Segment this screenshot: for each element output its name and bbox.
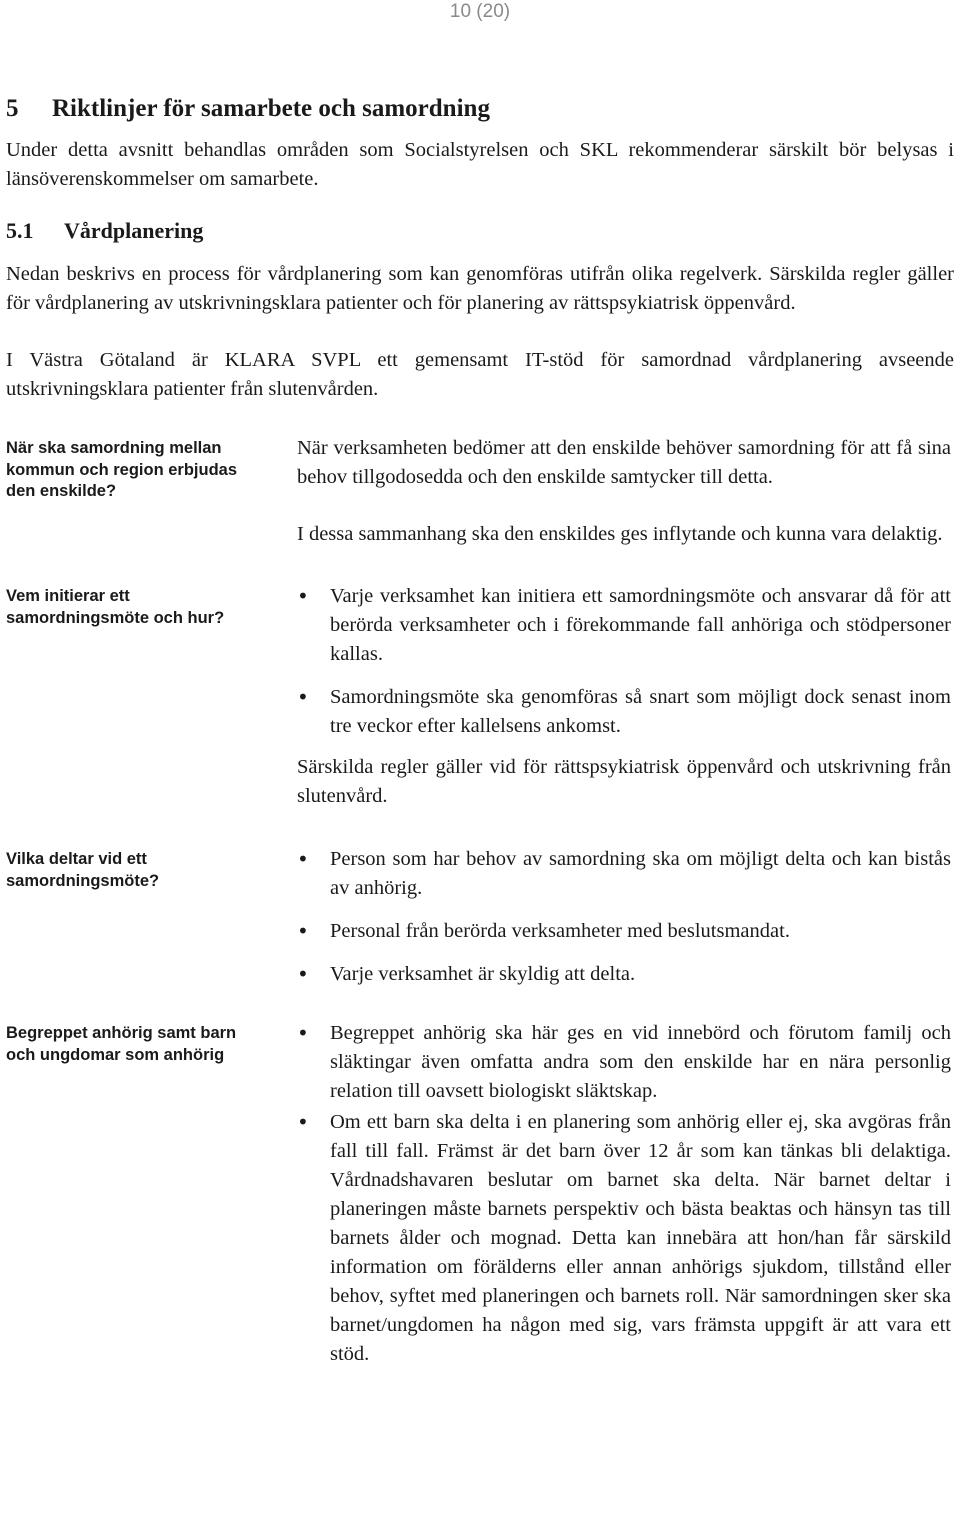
row-answer <box>297 1019 951 1369</box>
section-number: 5 <box>6 95 19 122</box>
qa-table <box>6 434 954 1369</box>
qa-row <box>6 845 954 989</box>
row-question: Begreppet anhörig samt barn och ungdomar som anhörig <box>6 1024 237 1064</box>
page-number: 10 (20) <box>449 1 511 22</box>
bullet-item: • Om ett barn ska delta i en planering som anhörig eller ej, ska avgöras från fall till fall. Främst är det barn över 12 år som kan tänkas bli delaktiga. Vårdnadshavaren beslutar om barnet ska delta. När barnet deltar i planeringen måste barnets perspektiv och bästa beaktas och hänsyn tas till barnets ålder och mognad. Detta kan innebära att hon/han får särskild information om förälderns eller annan anhörigs sjukdom, tillstånd eller behov, syftet med planeringen och barnets roll. När samordningen sker ska barnet/ungdomen ha någon med sig, vars främsta uppgift är att vara ett stöd. <box>297 1108 951 1369</box>
section-heading <box>6 93 954 125</box>
subsection-intro: Nedan beskrivs en process för vårdplanering som kan genomföras utifrån olika regelverk. Särskilda regler gäller för vårdplanering av utskrivningsklara patienter och för planering av rättspsykiatrisk öppenvård. <box>6 263 954 314</box>
subsection-number: 5.1 <box>6 218 34 243</box>
qa-row <box>6 1019 954 1369</box>
qa-row <box>6 434 954 549</box>
bullet-list <box>297 845 951 989</box>
bullet-item: • Personal från berörda verksamheter med beslutsmandat. <box>297 917 951 946</box>
row-answer <box>297 582 951 811</box>
row-answer <box>297 845 951 989</box>
subsection-title: Vårdplanering <box>64 218 204 243</box>
row-question: När ska samordning mellan kommun och region erbjudas den enskilde? <box>6 439 238 500</box>
bullet-list <box>297 1019 951 1369</box>
bullet-item: • Varje verksamhet är skyldig att delta. <box>297 960 951 989</box>
klara-paragraph: I Västra Götaland är KLARA SVPL ett gemensamt IT-stöd för samordnad vårdplanering avseende utskrivningsklara patienter från slutenvården. <box>6 349 954 400</box>
section-title: Riktlinjer för samarbete och samordning <box>52 95 490 122</box>
row-answer <box>297 434 951 549</box>
subsection-heading <box>6 216 954 246</box>
qa-row <box>6 582 954 811</box>
answer-paragraph: Särskilda regler gäller vid för rättspsykiatrisk öppenvård och utskrivning från slutenvård. <box>297 756 951 807</box>
bullet-list <box>297 582 951 741</box>
row-question: Vem initierar ett samordningsmöte och hur? <box>6 587 225 627</box>
bullet-item: • Person som har behov av samordning ska om möjligt delta och kan bistås av anhörig. <box>297 845 951 903</box>
bullet-item: • Samordningsmöte ska genomföras så snart som möjligt dock senast inom tre veckor efter kallelsens ankomst. <box>297 683 951 741</box>
answer-paragraph: I dessa sammanhang ska den enskildes ges inflytande och kunna vara delaktig. <box>297 523 943 545</box>
bullet-item: • Varje verksamhet kan initiera ett samordningsmöte och ansvarar då för att berörda verksamheter och i förekommande fall anhöriga och stödpersoner kallas. <box>297 582 951 669</box>
answer-paragraph: När verksamheten bedömer att den enskilde behöver samordning för att få sina behov tillgodosedda och den enskilde samtycker till detta. <box>297 437 951 488</box>
bullet-item: • Begreppet anhörig ska här ges en vid innebörd och förutom familj och släktingar även omfatta andra som den enskilde har en nära personlig relation till oavsett biologiskt släktskap. <box>297 1019 951 1106</box>
row-question: Vilka deltar vid ett samordningsmöte? <box>6 850 160 890</box>
section-intro: Under detta avsnitt behandlas områden som Socialstyrelsen och SKL rekommenderar särskilt bör belysas i länsöverenskommelser om samarbete. <box>6 139 954 190</box>
document-body <box>6 93 954 1369</box>
